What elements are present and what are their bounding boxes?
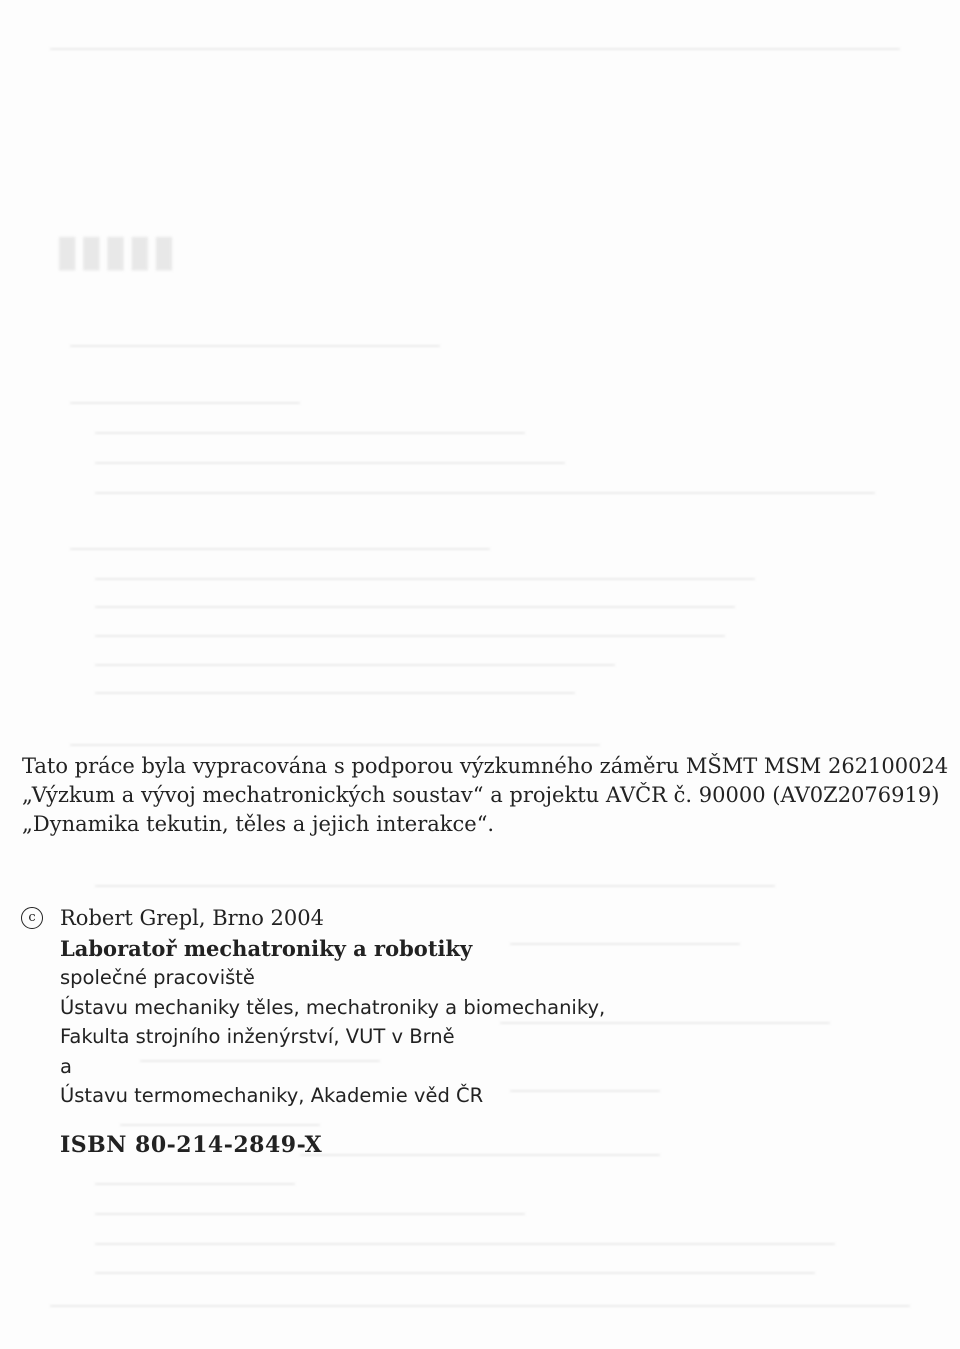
bleed-through-rule [50, 48, 900, 50]
bleed-through-line [95, 664, 615, 666]
bleed-through-heading: ▮▮▮▮▮ [55, 225, 177, 276]
bleed-through-line [95, 885, 775, 887]
conjunction: a [60, 1054, 72, 1078]
bleed-through-line [95, 692, 575, 694]
bleed-through-line [70, 345, 440, 347]
bleed-through-line [95, 432, 525, 434]
faculty-line: Fakulta strojního inženýrství, VUT v Brně [60, 1025, 455, 1048]
bleed-through-line [70, 402, 300, 404]
funding-line-3: „Dynamika tekutin, těles a jejich interakce“. [22, 812, 495, 836]
isbn-number: ISBN 80-214-2849-X [60, 1132, 323, 1158]
bleed-through-line [95, 1213, 525, 1215]
copyright-icon: c [21, 907, 43, 929]
funding-line-1: Tato práce byla vypracována s podporou výzkumného záměru MŠMT MSM 262100024 [22, 754, 949, 778]
bleed-through-line [95, 1272, 815, 1274]
bleed-through-line [300, 1154, 660, 1156]
funding-line-2: „Výzkum a vývoj mechatronických soustav“ a projektu AVČR č. 90000 (AV0Z2076919) [22, 783, 940, 807]
bleed-through-rule [50, 1305, 910, 1307]
copyright-row [28, 904, 920, 934]
bleed-through-line [95, 635, 725, 637]
bleed-through-line [95, 1243, 835, 1245]
bleed-through-line [70, 548, 490, 550]
bleed-through-line [120, 1124, 320, 1126]
bleed-through-line [95, 462, 565, 464]
lab-name: Laboratoř mechatroniky a robotiky [60, 935, 473, 961]
bleed-through-line [95, 606, 735, 608]
author-line: Robert Grepl, Brno 2004 [60, 906, 324, 930]
funding-acknowledgement [22, 752, 949, 839]
institute-thermomechanics: Ústavu termomechaniky, Akademie věd ČR [60, 1084, 484, 1107]
workplace-label: společné pracoviště [60, 966, 255, 989]
institute-mechanics: Ústavu mechaniky těles, mechatroniky a biomechaniky, [60, 995, 606, 1019]
bleed-through-line [95, 578, 755, 580]
copyright-block [28, 904, 920, 1111]
bleed-through-line [95, 1183, 295, 1185]
bleed-through-line [70, 744, 600, 746]
bleed-through-line [95, 492, 875, 494]
